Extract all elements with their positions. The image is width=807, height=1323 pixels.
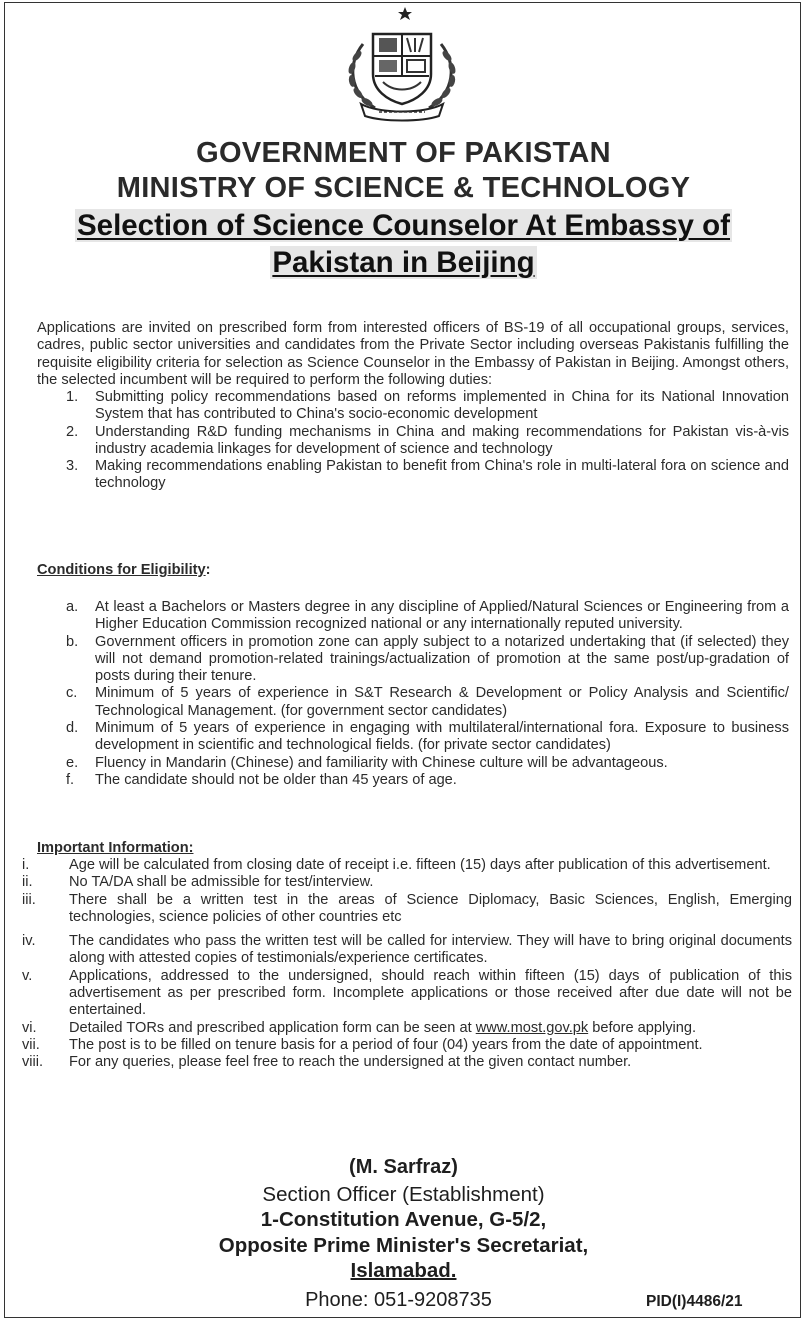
list-marker: f.	[66, 771, 75, 788]
list-marker: 2.	[66, 423, 79, 440]
header-government: GOVERNMENT OF PAKISTAN	[196, 137, 611, 169]
list-marker: v.	[22, 967, 33, 984]
list-item	[22, 1020, 792, 1037]
list-marker: 3.	[66, 458, 79, 475]
eligibility-heading-text: Conditions for Eligibility	[37, 562, 206, 578]
list-text: Making recommendations enabling Pakistan to benefit from China's role in multi-lateral fora on science and technology	[95, 458, 789, 492]
list-marker: viii.	[22, 1054, 44, 1071]
list-marker: vi.	[22, 1019, 37, 1036]
list-item	[22, 1054, 792, 1071]
list-marker: b.	[66, 633, 79, 650]
duties-list	[66, 389, 789, 493]
list-text: Age will be calculated from closing date of receipt i.e. fifteen (15) days after publication of this advertisement.	[69, 857, 771, 873]
list-item	[22, 968, 792, 1020]
list-item	[66, 599, 789, 634]
list-text: Submitting policy recommendations based on reforms implemented in China for its National Innovation System that has contributed to China's socio-economic development	[95, 389, 789, 423]
eligibility-heading	[37, 562, 211, 578]
intro-paragraph: Applications are invited on prescribed form from interested officers of BS-19 of all occupational groups, services, cadres, public sector universities and candidates from the Private Sector including overseas Pakistanis fulfilling the requisite eligibility criteria for selection as Science Counselor in the Embassy of Pakistan in Beijing. Amongst others, the selected incumbent will be required to perform the following duties:	[37, 320, 789, 388]
list-marker: c.	[66, 685, 78, 702]
address-line-1: 1-Constitution Avenue, G-5/2,	[260, 1208, 547, 1231]
phone-number: Phone: 051-9208735	[305, 1289, 492, 1311]
list-marker: iv.	[22, 933, 36, 950]
website-link[interactable]: www.most.gov.pk	[475, 1019, 589, 1036]
address-city-text: Islamabad.	[350, 1259, 457, 1282]
list-text: Applications, addressed to the undersigned, should reach within fifteen (15) days of publication of this advertisement as per prescribed form. Incomplete applications or those received after due date will not be entertained.	[69, 967, 792, 1019]
list-text-after: before applying.	[588, 1019, 697, 1036]
list-item	[22, 1037, 792, 1054]
list-item	[66, 424, 789, 459]
list-item	[22, 933, 792, 968]
list-marker: i.	[22, 857, 30, 873]
list-item	[22, 892, 792, 927]
list-text: The post is to be filled on tenure basis for a period of four (04) years from the date of appointment.	[69, 1036, 703, 1053]
header-ministry: MINISTRY OF SCIENCE & TECHNOLOGY	[116, 172, 691, 204]
address-city	[0, 1259, 807, 1283]
eligibility-list	[66, 599, 789, 789]
list-item	[22, 857, 792, 874]
list-text: The candidate should not be older than 45 years of age.	[95, 771, 457, 788]
signatory-name: (M. Sarfraz)	[349, 1156, 458, 1178]
list-text: For any queries, please feel free to reach the undersigned at the given contact number.	[69, 1054, 632, 1071]
list-item	[66, 772, 789, 789]
list-text: There shall be a written test in the areas of Science Diplomacy, Basic Sciences, English, Emerging technologies, science policies of other countries etc	[69, 891, 792, 925]
eligibility-heading-colon: :	[205, 562, 211, 578]
selection-title-text-1: Selection of Science Counselor At Embassy of	[77, 209, 730, 242]
list-text: Government officers in promotion zone can apply subject to a notarized undertaking that (if selected) they will not demand promotion-related trainings/actualization of promotion at the same post/up-gradation of posts during their tenure.	[95, 633, 789, 685]
pid-number: PID(I)4486/21	[646, 1293, 743, 1310]
important-heading: Important Information:	[37, 840, 194, 856]
signatory-designation: Section Officer (Establishment)	[262, 1183, 545, 1206]
selection-title-line2	[0, 246, 807, 280]
list-item	[66, 389, 789, 424]
list-text: At least a Bachelors or Masters degree in any discipline of Applied/Natural Sciences or Engineering from a Higher Education Commission recognized national or any internationally reputed university.	[95, 599, 789, 633]
address-line-2: Opposite Prime Minister's Secretariat,	[218, 1234, 589, 1257]
list-marker: d.	[66, 720, 79, 737]
list-item	[66, 755, 789, 772]
list-marker: vii.	[22, 1036, 40, 1053]
list-text: No TA/DA shall be admissible for test/interview.	[69, 874, 374, 891]
list-marker: 1.	[66, 389, 79, 405]
list-item	[66, 720, 789, 755]
selection-title-line1	[0, 209, 807, 243]
important-list	[22, 857, 792, 1072]
list-item	[66, 458, 789, 493]
list-item	[66, 634, 789, 686]
list-text: Minimum of 5 years of experience in S&T Research & Development or Policy Analysis and Scientific/ Technological Management. (for government sector candidates)	[95, 685, 789, 719]
state-emblem-icon	[335, 4, 469, 122]
list-marker: iii.	[22, 891, 36, 908]
list-item	[66, 685, 789, 720]
list-marker: e.	[66, 754, 79, 771]
list-text: Understanding R&D funding mechanisms in China and making recommendations for Pakistan vis-à-vis industry academia linkages for development of science and technology	[95, 423, 789, 457]
list-item	[22, 874, 792, 891]
list-text-before: Detailed TORs and prescribed application form can be seen at	[69, 1019, 476, 1036]
selection-title-text-2: Pakistan in Beijing	[272, 246, 535, 279]
list-marker: ii.	[22, 874, 33, 891]
list-text: The candidates who pass the written test will be called for interview. They will have to bring original documents along with attested copies of testimonials/experience certificates.	[69, 933, 792, 967]
list-text: Fluency in Mandarin (Chinese) and familiarity with Chinese culture will be advantageous.	[95, 754, 668, 771]
list-text: Minimum of 5 years of experience in engaging with multilateral/international fora. Exposure to business development in scientific and technological fields. (for private sector candidates)	[95, 720, 789, 754]
list-marker: a.	[66, 599, 79, 615]
